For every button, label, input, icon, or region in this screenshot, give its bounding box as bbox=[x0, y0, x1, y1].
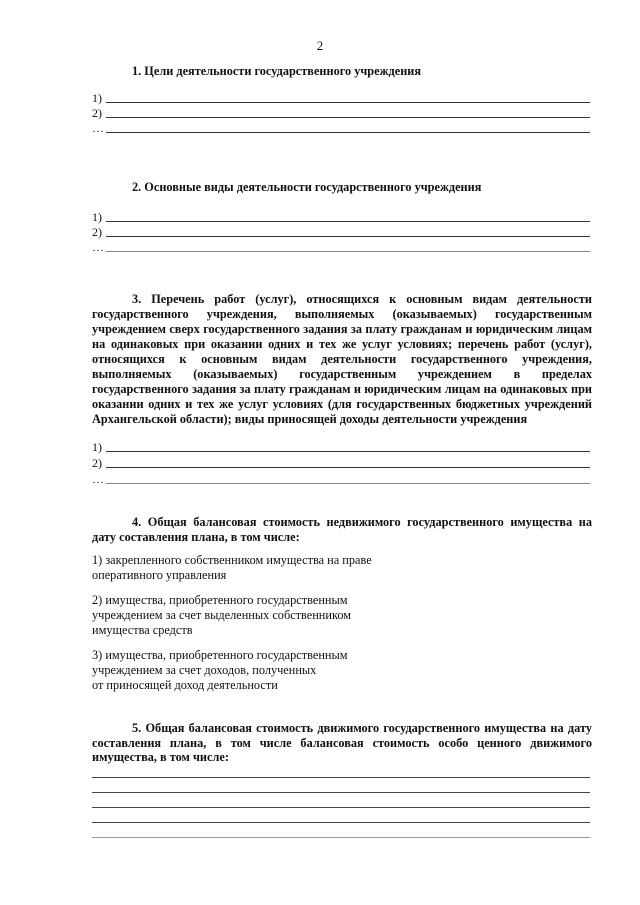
line-number: 1) bbox=[92, 91, 102, 105]
item-line: учреждением за счет выделенных собственником bbox=[92, 608, 352, 622]
item-line: оперативного управления bbox=[92, 568, 227, 582]
section-4-heading: 4. Общая балансовая стоимость недвижимого государственного имущества на дату составления плана, в том числе: bbox=[92, 515, 592, 544]
section-3-heading: 3. Перечень работ (услуг), относящихся к основным видам деятельности государственного учреждения, выполняемых (оказываемых) государственным учреждением сверх государственного задания за плату гражданам и юридическим лицам на одинаковых при оказании одних и тех же услуг условиях; перечень работ (услуг), относящихся к основным видам деятельности государственного учреждения, выполняемых (оказываемых) государственным учреждением в пределах государственного задания за плату гражданам и юридическим лицам на одинаковых при оказании одних и тех же услуг условиях (для государственных бюджетных учреждений Архангельской области); виды приносящей доходы деятельности учреждения bbox=[92, 292, 592, 426]
section-5-blank-line bbox=[92, 822, 590, 823]
item-line: 1) закрепленного собственником имущества на праве bbox=[92, 553, 372, 567]
section-3-line-3 bbox=[92, 472, 590, 486]
line-number: … bbox=[92, 472, 104, 486]
line-number: 2) bbox=[92, 225, 102, 239]
item-line: учреждением за счет доходов, полученных bbox=[92, 663, 317, 677]
section-2-heading: 2. Основные виды деятельности государственного учреждения bbox=[132, 180, 482, 194]
section-1-line-1 bbox=[92, 91, 590, 105]
line-number: 1) bbox=[92, 210, 102, 224]
section-4-item-2 bbox=[92, 593, 351, 638]
item-line: имущества средств bbox=[92, 623, 193, 637]
section-5-blank-line bbox=[92, 837, 590, 838]
section-5-blank-line bbox=[92, 777, 590, 778]
section-3-line-1 bbox=[92, 440, 590, 454]
section-1-line-2 bbox=[92, 106, 590, 120]
section-2-line-1 bbox=[92, 210, 590, 224]
section-1-line-3 bbox=[92, 121, 590, 135]
section-2-line-2 bbox=[92, 225, 590, 239]
section-2-line-3 bbox=[92, 240, 590, 254]
line-number: … bbox=[92, 121, 104, 135]
item-line: от приносящей доход деятельности bbox=[92, 678, 278, 692]
line-number: 1) bbox=[92, 440, 102, 454]
item-line: 3) имущества, приобретенного государственным bbox=[92, 648, 348, 662]
section-4-item-3 bbox=[92, 648, 348, 693]
section-1-heading: 1. Цели деятельности государственного учреждения bbox=[132, 64, 422, 78]
section-5-heading: 5. Общая балансовая стоимость движимого государственного имущества на дату составления плана, в том числе балансовая стоимость особо ценного движимого имущества, в том числе: bbox=[92, 721, 592, 764]
line-number: 2) bbox=[92, 106, 102, 120]
section-5-blank-line bbox=[92, 792, 590, 793]
item-line: 2) имущества, приобретенного государственным bbox=[92, 593, 348, 607]
page-number: 2 bbox=[316, 38, 324, 53]
section-4-item-1 bbox=[92, 553, 372, 583]
section-5-blank-line bbox=[92, 807, 590, 808]
line-number: 2) bbox=[92, 456, 102, 470]
section-3-line-2 bbox=[92, 456, 590, 470]
line-number: … bbox=[92, 240, 104, 254]
